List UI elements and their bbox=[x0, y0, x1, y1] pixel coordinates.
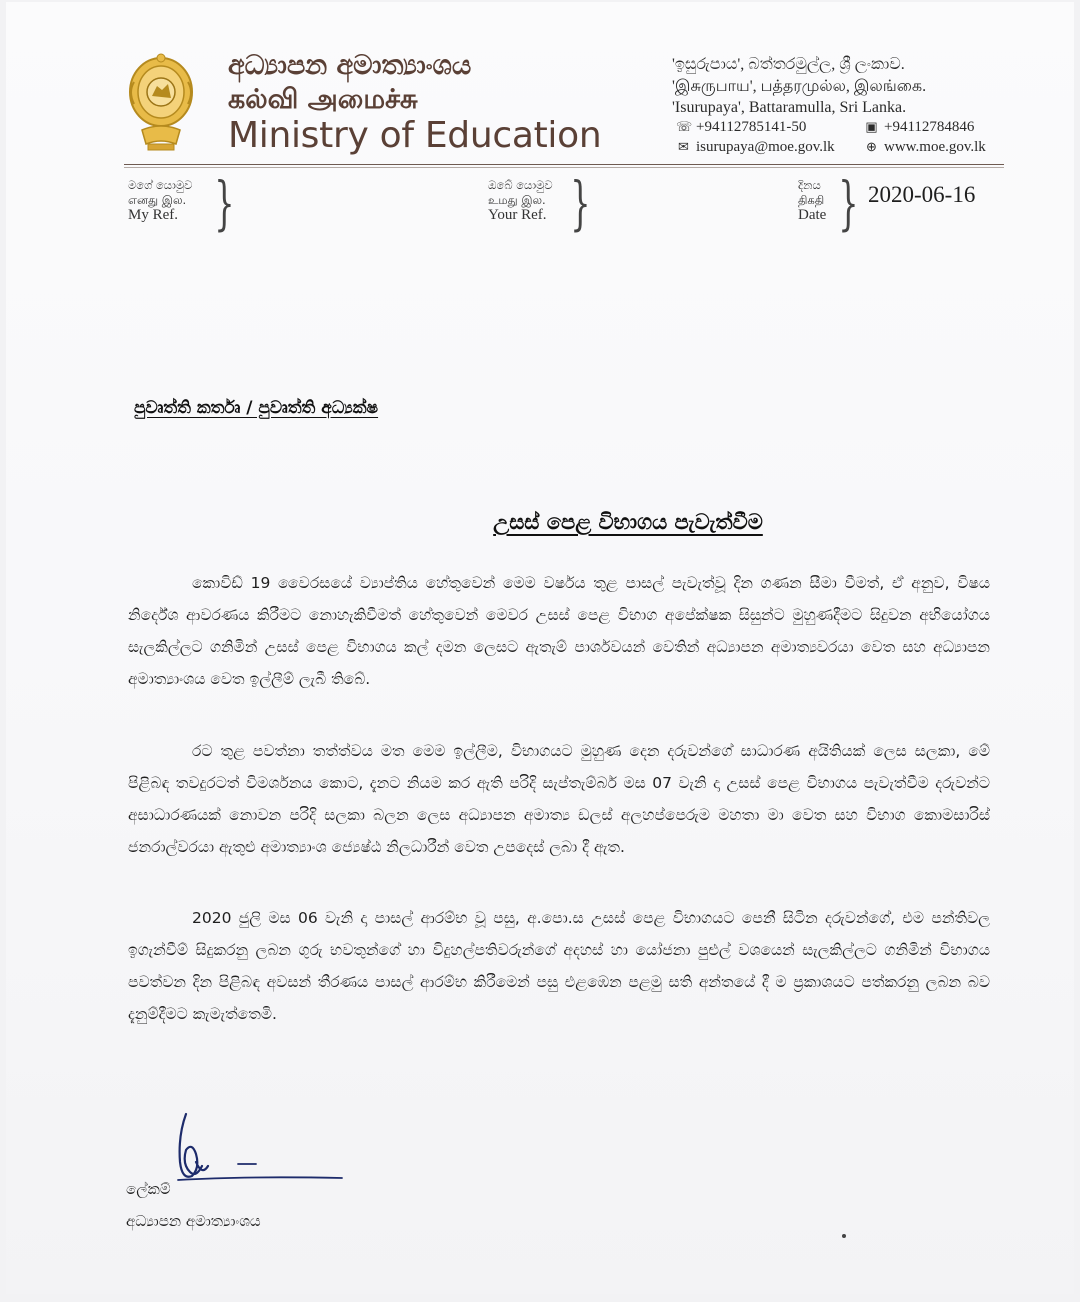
date-label-ta: திகதி bbox=[798, 193, 825, 207]
your-ref-field bbox=[488, 178, 553, 223]
phone-number: +94112785141-50 bbox=[696, 119, 807, 135]
ministry-name-block bbox=[228, 52, 601, 154]
ministry-name-tamil: கல்வி அமைச்சு bbox=[228, 84, 418, 115]
date-label-si: දිනය bbox=[798, 178, 821, 192]
your-ref-brace: } bbox=[570, 169, 591, 237]
scan-speck bbox=[842, 1234, 846, 1238]
body-paragraph-1: කොවිඩ් 19 වෛරසයේ ව්‍යාප්තිය හේතුවෙන් මෙම වර්ෂය තුළ පාසල් පැවැත්වූ දින ගණන සීමා වීමත්, ඒ අනුව, විෂය නිර්දේශ ආවරණය කිරීමට නොහැකිවීමත් හේතුවෙන් මෙවර උසස් පෙළ විභාග අපේක්ෂක සිසුන්ට මුහුණදීමට සිදුවන අභියෝගය සැලකිල්ලට ගනිමින් උසස් පෙළ විභාගය කල් දමන ලෙසට ඇතැම් පාර්ශවයන් වෙතින් අධ්‍යාපන අමාත්‍යවරයා වෙත සහ අධ්‍යාපන අමාත්‍යාංශය වෙත ඉල්ලීම් ලැබී තිබේ. bbox=[128, 574, 990, 688]
email-icon: ✉ bbox=[678, 139, 689, 154]
signatory-organization: අධ්‍යාපන අමාත්‍යාංශය bbox=[126, 1212, 261, 1230]
body-paragraph-2: රට තුළ පවත්නා තත්ත්වය මත මෙම ඉල්ලීම, විභාගයට මුහුණ දෙන දරුවන්ගේ සාධාරණ අයිතියක් ලෙස සලකා, මේ පිළිබඳ තවදුරටත් විමර්ශනය කොට, දැනට නියම කර ඇති පරිදි සැප්තැම්බර් මස 07 වැනි දා උසස් පෙළ විභාගය පැවැත්වීම දරුවන්ට අසාධාරණයක් නොවන පරිදි සලකා බලන ලෙස අධ්‍යාපන අමාත්‍ය ඩලස් අලහප්පෙරුම මහතා මා වෙත සහ විභාග කොමසාරිස් ජනරාල්වරයා ඇතුළු අමාත්‍යාංශ ජ්‍යෙෂ්ඨ නිලධාරීන් වෙත උපදෙස් ලබා දී ඇත. bbox=[128, 742, 990, 856]
my-ref-label-en: My Ref. bbox=[128, 207, 178, 223]
your-ref-label-en: Your Ref. bbox=[488, 207, 547, 223]
website-row bbox=[864, 139, 986, 156]
website-url[interactable]: www.moe.gov.lk bbox=[884, 139, 986, 155]
addressee-line: පුවෘත්ති කර්තෘ / පුවෘත්ති අධ්‍යක්ෂ bbox=[134, 398, 379, 418]
phone-icon: ☏ bbox=[676, 119, 693, 134]
email-address[interactable]: isurupaya@moe.gov.lk bbox=[696, 139, 835, 155]
header-divider bbox=[124, 164, 1004, 165]
handwritten-signature bbox=[156, 1106, 356, 1206]
your-ref-label-si: ඔබේ යොමුව bbox=[488, 178, 553, 192]
fax-icon: ▣ bbox=[865, 119, 878, 134]
letter-subject: උසස් පෙළ විභාගය පැවැත්වීම bbox=[493, 510, 763, 534]
my-ref-label-ta: எனது இல. bbox=[128, 193, 187, 207]
address-block bbox=[672, 54, 926, 119]
email-row bbox=[676, 139, 835, 156]
my-ref-brace: } bbox=[214, 169, 235, 237]
date-field bbox=[798, 178, 826, 223]
my-ref-field bbox=[128, 178, 192, 223]
fax-row bbox=[864, 119, 974, 136]
ministry-name-sinhala: අධ්‍යාපන අමාත්‍යාංශය bbox=[228, 50, 472, 81]
date-brace: } bbox=[838, 169, 859, 237]
address-sinhala: 'ඉසුරුපාය', බත්තරමුල්ල, ශ්‍රී ලංකාව. bbox=[672, 56, 905, 73]
date-value: 2020-06-16 bbox=[868, 182, 976, 207]
body-paragraph-3: 2020 ජුලි මස 06 වැනි දා පාසල් ආරම්භ වූ පසු, අ.පො.ස උසස් පෙළ විභාගයට පෙනී සිටින දරුවන්ගේ, එම පන්තිවල ඉගැන්වීම් සිදුකරනු ලබන ගුරු භවතුන්ගේ හා විදුහල්පතිවරුන්ගේ අදහස් හා යෝජනා පුළුල් වශයෙන් සැලකිල්ලට ගනිමින් විභාගය පවත්වන දින පිළිබඳ අවසන් තීරණය පාසල් ආරම්භ කිරීමෙන් පසු එළඹෙන පළමු සති අන්තයේ දී ම ප්‍රකාශයට පත්කරනු ලබන බව දැනුම්දීමට කැමැත්තෙමි. bbox=[128, 909, 990, 1023]
address-english: 'Isurupaya', Battaramulla, Sri Lanka. bbox=[672, 99, 907, 116]
fax-number: +94112784846 bbox=[884, 119, 975, 135]
address-tamil: 'இசுருபாய', பத்தரமுல்ல, இலங்கை. bbox=[672, 77, 927, 95]
letter-page bbox=[6, 2, 1074, 1294]
my-ref-label-si: මගේ යොමුව bbox=[128, 178, 193, 192]
header-divider-secondary bbox=[124, 167, 1004, 168]
sri-lanka-emblem-icon bbox=[124, 52, 198, 158]
phone-row bbox=[676, 119, 806, 136]
your-ref-label-ta: உமது இல. bbox=[488, 193, 546, 207]
globe-icon: ⊕ bbox=[866, 139, 877, 154]
date-label-en: Date bbox=[798, 207, 827, 223]
signatory-title: ලේකම් bbox=[126, 1180, 171, 1198]
ministry-name-english: Ministry of Education bbox=[228, 115, 602, 156]
